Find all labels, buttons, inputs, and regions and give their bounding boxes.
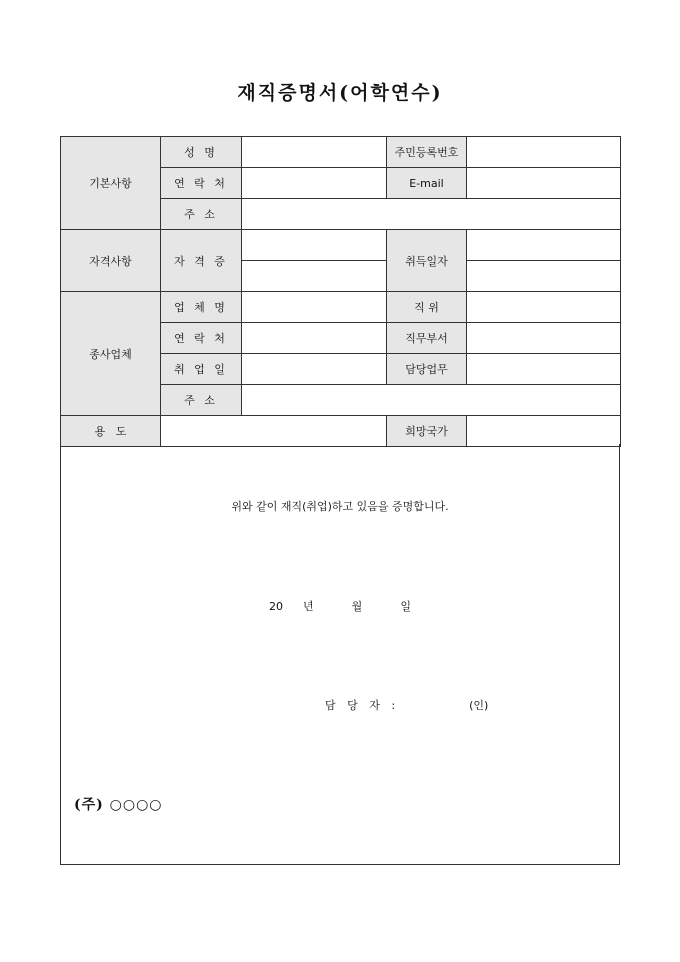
label-employer-address: 주 소 [161,385,242,416]
label-name: 성 명 [161,137,242,168]
field-company-name[interactable] [242,292,387,323]
field-certificate-1[interactable] [242,230,387,261]
label-hire-date: 취 업 일 [161,354,242,385]
field-employer-address[interactable] [242,385,621,416]
date-day-unit: 일 [400,600,411,613]
issue-date [0,598,680,614]
field-department[interactable] [467,323,621,354]
field-name[interactable] [242,137,387,168]
field-hire-date[interactable] [242,354,387,385]
signer-line [325,697,488,713]
certification-statement: 위와 같이 재직(취업)하고 있음을 증명합니다. [231,500,449,513]
label-address: 주 소 [161,199,242,230]
signer-label: 담 당 자 : [325,699,400,712]
field-contact[interactable] [242,168,387,199]
label-email: E-mail [387,168,467,199]
date-month-unit: 월 [351,600,363,613]
field-position[interactable] [467,292,621,323]
field-certificate-2[interactable] [242,261,387,292]
field-desired-country[interactable] [467,416,621,447]
field-acquired-date-2[interactable] [467,261,621,292]
label-desired-country: 희망국가 [387,416,467,447]
label-duty: 담당업무 [387,354,467,385]
field-email[interactable] [467,168,621,199]
label-company-name: 업 체 명 [161,292,242,323]
field-purpose[interactable] [161,416,387,447]
label-department: 직무부서 [387,323,467,354]
company-name: (주) ○○○○ [74,797,163,813]
section-qualification: 자격사항 [61,230,161,292]
section-employer: 종사업체 [61,292,161,416]
field-employer-contact[interactable] [242,323,387,354]
signer-seal: (인) [469,699,489,712]
label-certificate: 자 격 증 [161,230,242,292]
document-title: 재직증명서(어학연수) [237,82,443,104]
label-contact: 연 락 처 [161,168,242,199]
field-acquired-date-1[interactable] [467,230,621,261]
section-basic: 기본사항 [61,137,161,230]
field-address[interactable] [242,199,621,230]
label-acquired-date: 취득일자 [387,230,467,292]
field-duty[interactable] [467,354,621,385]
label-employer-contact: 연 락 처 [161,323,242,354]
section-purpose: 용 도 [61,416,161,447]
label-resident-no: 주민등록번호 [387,137,467,168]
label-position: 직 위 [387,292,467,323]
field-resident-no[interactable] [467,137,621,168]
certificate-form-table [60,136,621,447]
date-year-prefix: 20 [269,600,284,613]
date-year-unit: 년 [303,600,314,613]
